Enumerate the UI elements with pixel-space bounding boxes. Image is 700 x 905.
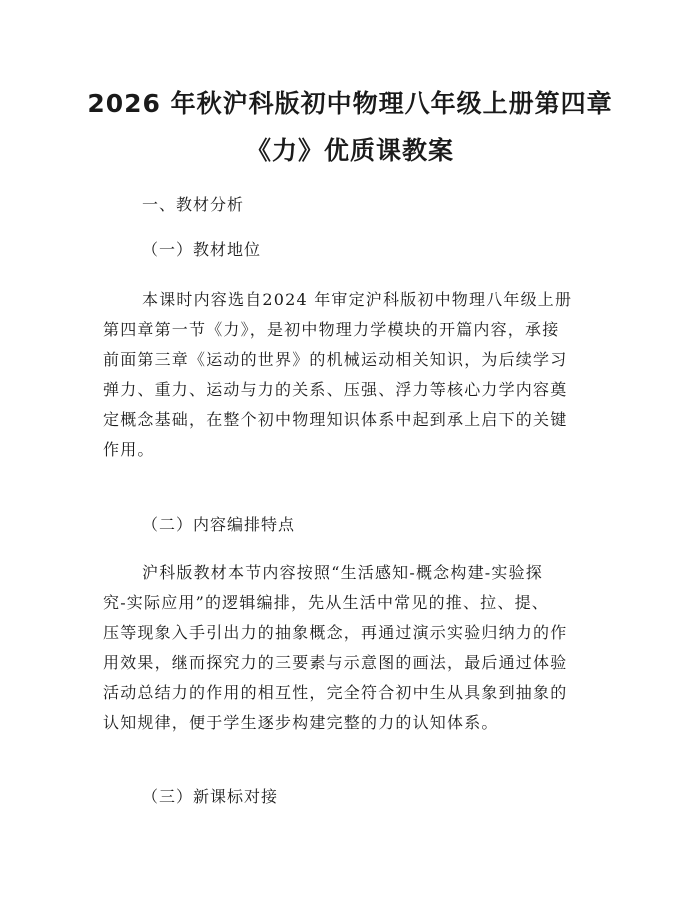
subsection-heading-content-arrangement: （二）内容编排特点 xyxy=(142,515,296,534)
paragraph-line: 第四章第一节《力》，是初中物理力学模块的开篇内容，承接 xyxy=(103,320,560,339)
paragraph-textbook-position xyxy=(103,285,603,465)
paragraph-line: 定概念基础，在整个初中物理知识体系中起到承上启下的关键 xyxy=(103,410,568,429)
paragraph-line: 究-实际应用”的逻辑编排，先从生活中常见的推、拉、提、 xyxy=(103,593,549,612)
paragraph-line: 弹力、重力、运动与力的关系、压强、浮力等核心力学内容奠 xyxy=(103,380,568,399)
section-heading-textbook-analysis: 一、教材分析 xyxy=(142,195,245,214)
paragraph-content-arrangement xyxy=(103,558,603,738)
paragraph-line: 活动总结力的作用的相互性，完全符合初中生从具象到抽象的 xyxy=(103,683,568,702)
subsection-heading-curriculum-standards: （三）新课标对接 xyxy=(142,787,279,806)
paragraph-line: 压等现象入手引出力的抽象概念，再通过演示实验归纳力的作 xyxy=(103,623,568,642)
paragraph-line: 用效果，继而探究力的三要素与示意图的画法，最后通过体验 xyxy=(103,653,568,672)
paragraph-line: 作用。 xyxy=(103,440,155,459)
subsection-heading-textbook-position: （一）教材地位 xyxy=(142,240,262,259)
document-title-line-2: 《力》优质课教案 xyxy=(245,136,454,165)
paragraph-line: 认知规律，便于学生逐步构建完整的力的认知体系。 xyxy=(103,713,499,732)
document-title-line-1: 2026 年秋沪科版初中物理八年级上册第四章 xyxy=(87,89,613,118)
paragraph-line: 本课时内容选自2024 年审定沪科版初中物理八年级上册 xyxy=(142,290,573,309)
paragraph-line: 沪科版教材本节内容按照“生活感知-概念构建-实验探 xyxy=(142,563,543,582)
paragraph-line: 前面第三章《运动的世界》的机械运动相关知识，为后续学习 xyxy=(103,350,568,369)
